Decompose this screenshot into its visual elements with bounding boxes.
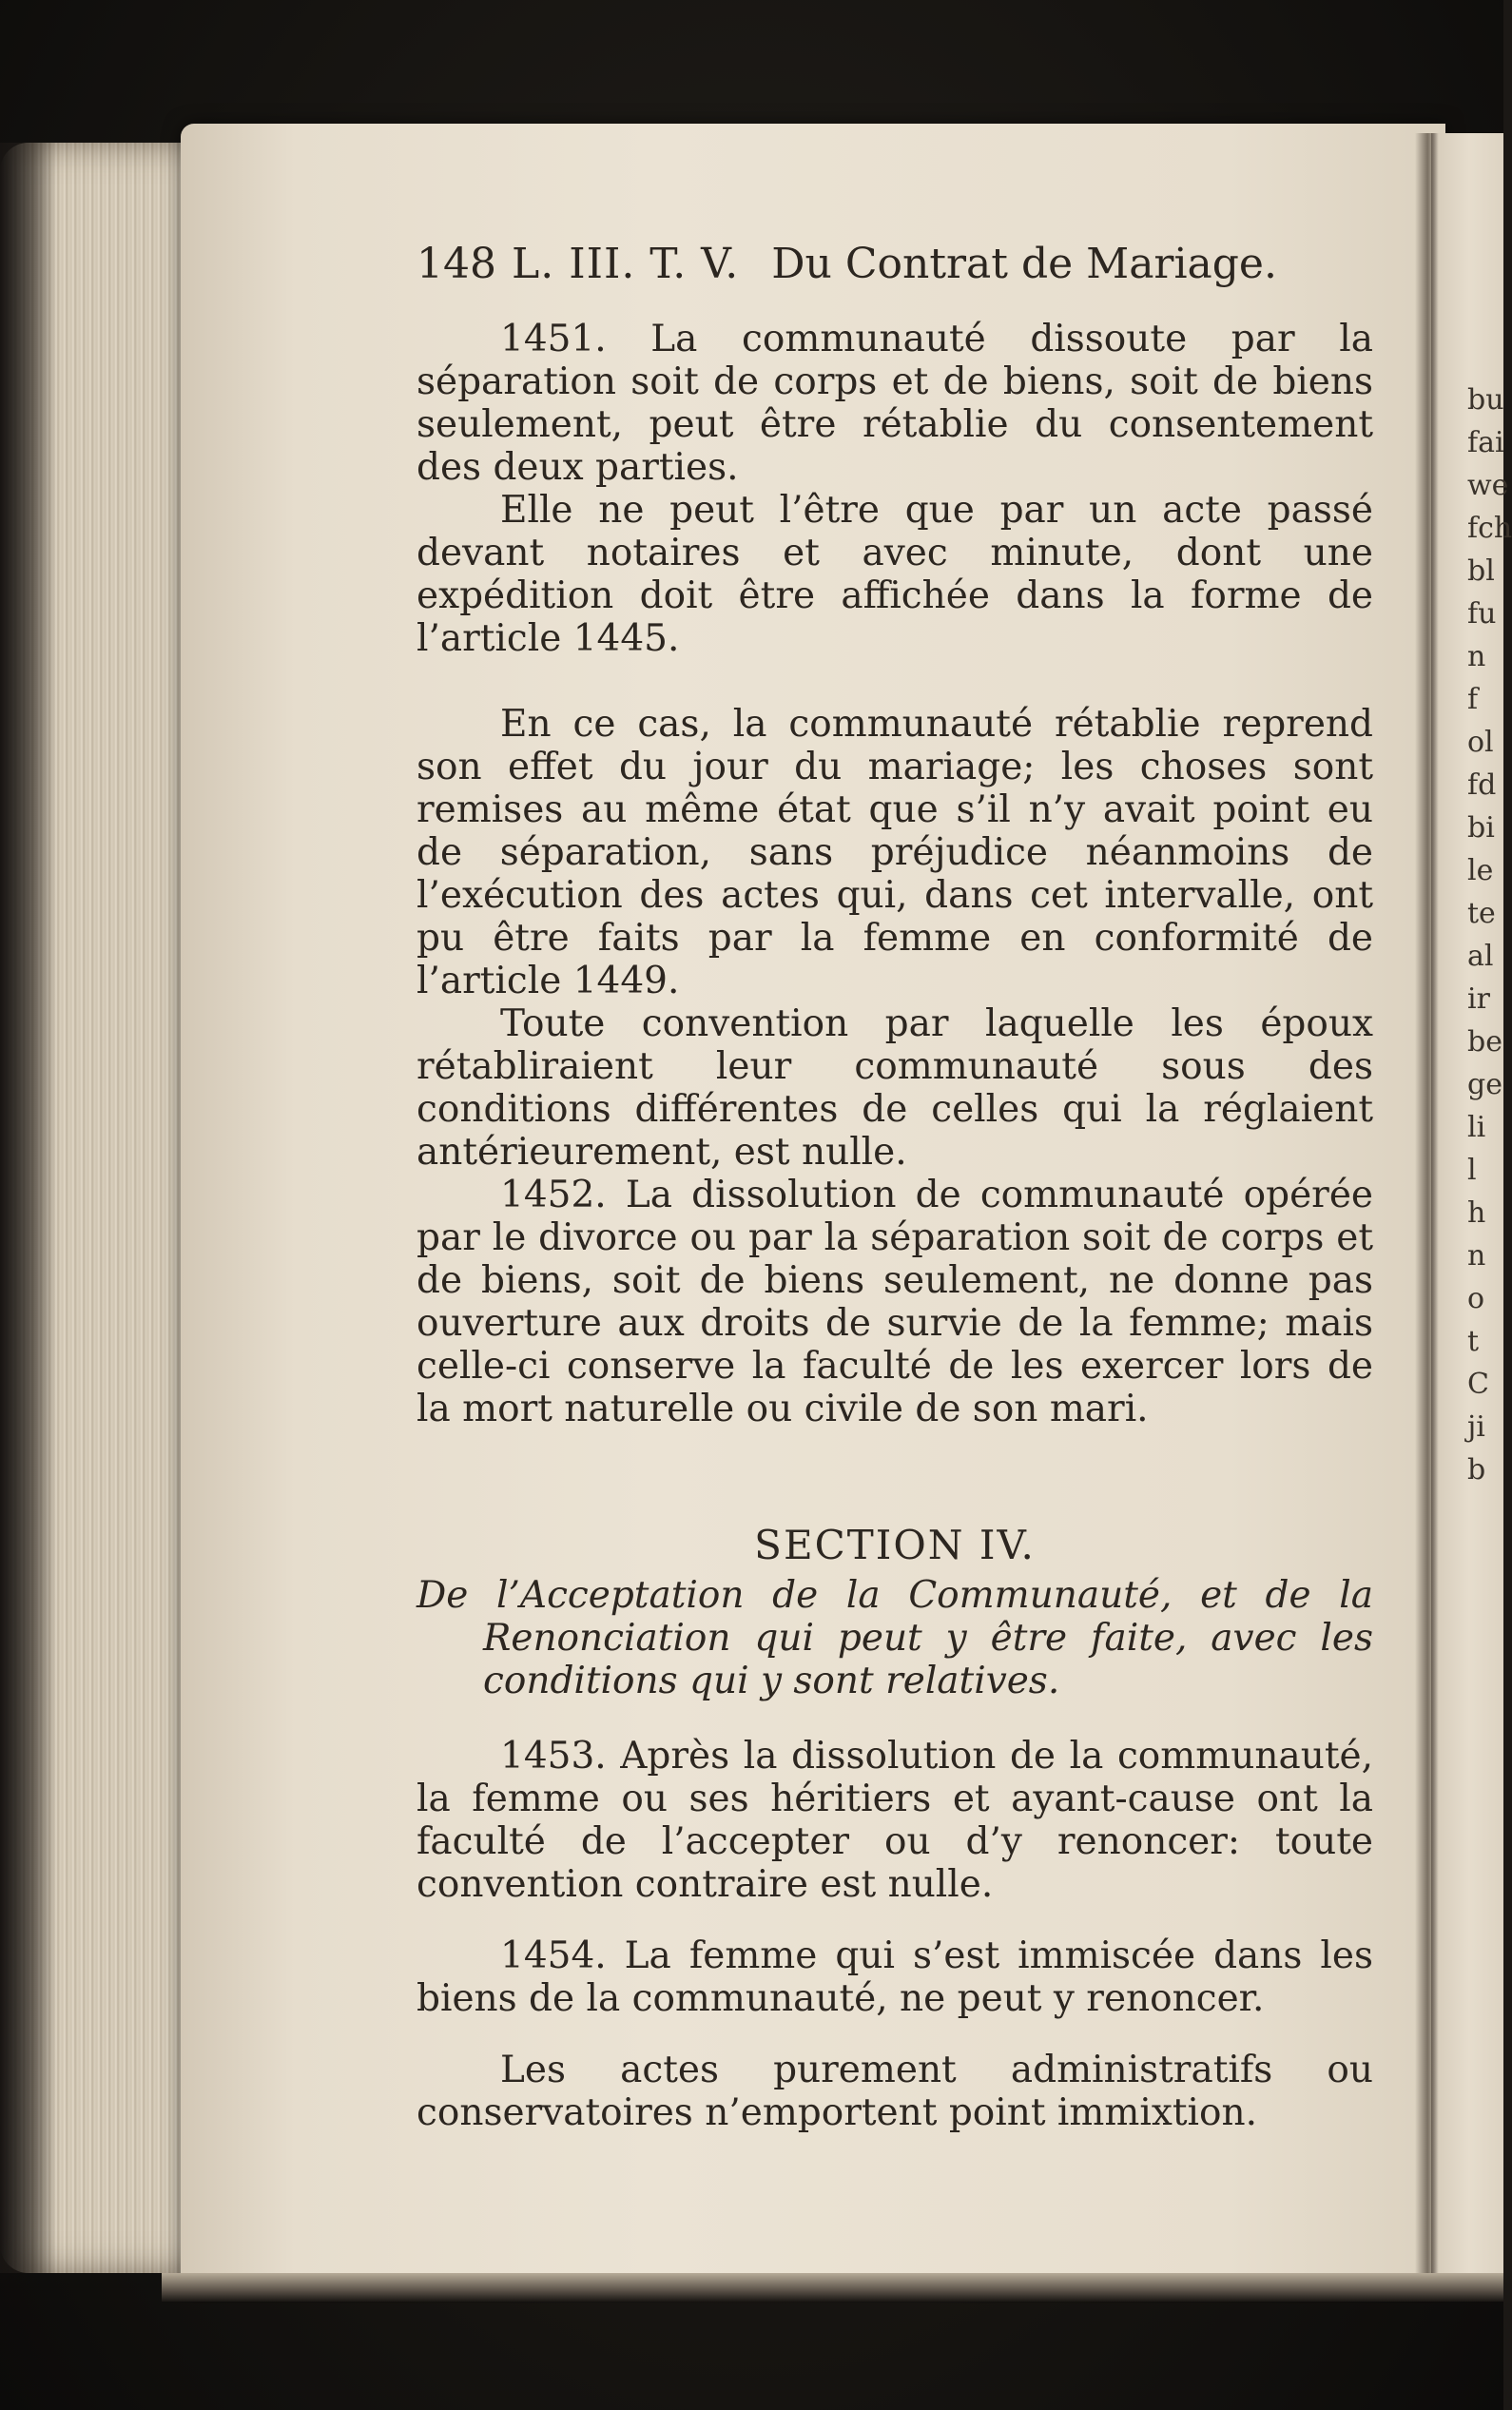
fragment: f [1467,683,1479,716]
fragment: h [1467,1196,1486,1230]
fragment: te [1467,897,1496,930]
fragment: t [1467,1325,1480,1358]
fragment: ol [1467,726,1494,759]
fragment: ge [1467,1068,1502,1101]
article-1451-paragraph-4: Toute convention par laquelle les époux rétabliraient leur communauté sous des conditions différentes de celles qui la réglaient antérieurement, est nulle. [417,1002,1373,1174]
fragment: C [1467,1368,1489,1401]
fragment: b [1467,1453,1486,1487]
fragment: ir [1467,982,1490,1016]
fragment: n [1467,640,1486,673]
running-header [417,240,1373,288]
article-1452: 1452. La dissolution de communauté opérée par le divorce ou par la séparation soit de corps et de biens, soit de biens seulement, ne donne pas ouverture aux droits de survie de la femme; mais celle-ci conserve la faculté de les exercer lors de la mort naturelle ou civile de son mari. [417,1174,1373,1430]
fragment: bl [1467,554,1495,588]
fragment: fu [1467,597,1497,631]
fragment: bu [1467,383,1504,417]
fragment: li [1467,1111,1486,1144]
facing-page-fragments [1467,379,1512,1491]
fragment: ji [1467,1410,1485,1444]
running-title: Du Contrat de Mariage. [771,240,1277,288]
fragment: be [1467,1025,1502,1059]
article-1451-paragraph-2: Elle ne peut l’être que par un acte passé devant notaires et avec minute, dont une expédition doit être affichée dans la forme de l’article 1445. [417,489,1373,660]
article-1453: 1453. Après la dissolution de la communauté, la femme ou ses héritiers et ayant-cause ont la faculté de l’accepter ou d’y renoncer: toute convention contraire est nulle. [417,1735,1373,1906]
section-subtitle: De l’Acceptation de la Communauté, et de la Renonciation qui peut y être faite, avec les conditions qui y sont relatives. [417,1574,1373,1702]
fragment: fch [1467,512,1512,545]
page-text [417,240,1373,2134]
page-number: 148 [417,240,496,288]
fragment: al [1467,940,1494,973]
fragment: l [1467,1154,1477,1187]
binding-shadow [0,143,57,2273]
book-bottom-edge [162,2273,1503,2302]
article-1454-paragraph-2: Les actes purement administratifs ou conservatoires n’emportent point immixtion. [417,2049,1373,2134]
article-1451-paragraph-3: En ce cas, la communauté rétablie reprend son effet du jour du mariage; les choses sont remises au même état que s’il n’y avait point eu de séparation, sans préjudice néanmoins de l’exécution des actes qui, dans cet intervalle, ont pu être faits par la femme en conformité de l’article 1449. [417,703,1373,1002]
book-reference: L. III. T. V. [512,240,740,288]
section-title: SECTION IV. [754,1522,1036,1568]
fragment: fd [1467,768,1497,802]
article-1454: 1454. La femme qui s’est immiscée dans les biens de la communauté, ne peut y renoncer. [417,1934,1373,2020]
fragment: n [1467,1239,1486,1273]
article-1451: 1451. La communauté dissoute par la séparation soit de corps et de biens, soit de biens seulement, peut être rétablie du consentement des deux parties. [417,318,1373,489]
fragment: o [1467,1282,1485,1315]
fragment: we [1467,469,1509,502]
fragment: fai [1467,426,1504,459]
fragment: le [1467,854,1494,887]
page-gutter [1415,133,1438,2273]
fragment: bi [1467,811,1495,845]
